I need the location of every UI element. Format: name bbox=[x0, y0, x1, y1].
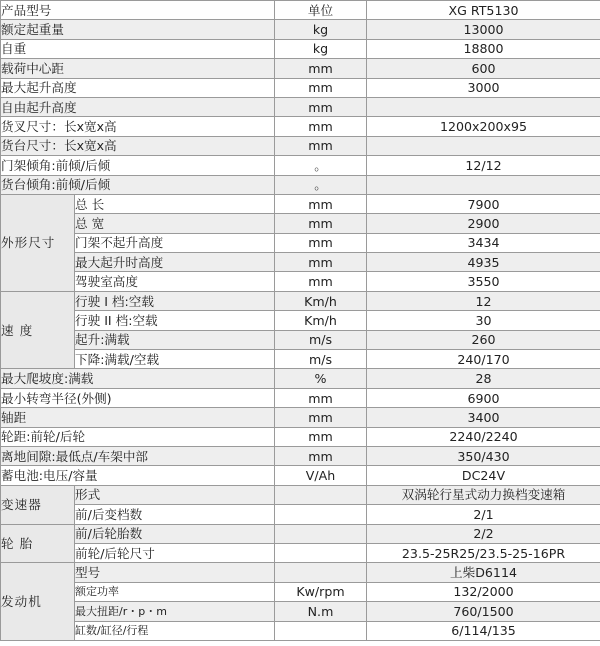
row-value: 760/1500 bbox=[367, 602, 600, 621]
row-unit: mm bbox=[275, 427, 367, 446]
row-label: 额定起重量 bbox=[1, 20, 275, 39]
sub-label: 起升:满载 bbox=[75, 330, 275, 349]
row-value: 350/430 bbox=[367, 446, 600, 465]
row-load-center bbox=[1, 59, 600, 78]
row-value: 260 bbox=[367, 330, 600, 349]
row-unit: kg bbox=[275, 20, 367, 39]
row-speed-lift bbox=[1, 330, 600, 349]
sub-label: 行驶 I 档:空载 bbox=[75, 291, 275, 310]
header-unit: 单位 bbox=[275, 1, 367, 20]
sub-label: 前轮/后轮尺寸 bbox=[75, 543, 275, 562]
table-header-row bbox=[1, 1, 600, 20]
row-dimensions-mast-height bbox=[1, 233, 600, 252]
row-unit: 。 bbox=[275, 156, 367, 175]
row-value: 13000 bbox=[367, 20, 600, 39]
sub-label: 形式 bbox=[75, 485, 275, 504]
row-label: 最大起升高度 bbox=[1, 78, 275, 97]
row-battery bbox=[1, 466, 600, 485]
row-unit: 。 bbox=[275, 175, 367, 194]
sub-label: 下降:满载/空载 bbox=[75, 350, 275, 369]
row-unit: mm bbox=[275, 78, 367, 97]
sub-label: 行驶 II 档:空载 bbox=[75, 311, 275, 330]
sub-label: 门架不起升高度 bbox=[75, 233, 275, 252]
row-unit bbox=[275, 621, 367, 640]
row-value: 4935 bbox=[367, 253, 600, 272]
row-value: 2240/2240 bbox=[367, 427, 600, 446]
row-engine-cylinders bbox=[1, 621, 600, 640]
row-value: 2/2 bbox=[367, 524, 600, 543]
row-transmission-type bbox=[1, 485, 600, 504]
header-param: 产品型号 bbox=[1, 1, 275, 20]
sub-label: 最大起升时高度 bbox=[75, 253, 275, 272]
row-unit: mm bbox=[275, 408, 367, 427]
row-tires-count bbox=[1, 524, 600, 543]
row-ground-clearance bbox=[1, 446, 600, 465]
row-engine-torque bbox=[1, 602, 600, 621]
row-label: 离地间隙:最低点/车架中部 bbox=[1, 446, 275, 465]
row-label: 货台尺寸：长x宽x高 bbox=[1, 136, 275, 155]
sub-label: 额定功率 bbox=[75, 582, 275, 601]
row-unit: mm bbox=[275, 446, 367, 465]
row-unit bbox=[275, 543, 367, 562]
row-gradeability bbox=[1, 369, 600, 388]
row-dimensions-max-lift-height bbox=[1, 253, 600, 272]
row-unit: mm bbox=[275, 97, 367, 116]
row-value: 18800 bbox=[367, 39, 600, 58]
row-value: 30 bbox=[367, 311, 600, 330]
row-label: 货叉尺寸：长x宽x高 bbox=[1, 117, 275, 136]
row-value bbox=[367, 136, 600, 155]
sub-label: 驾驶室高度 bbox=[75, 272, 275, 291]
row-max-lift-height bbox=[1, 78, 600, 97]
group-label-tires: 轮 胎 bbox=[1, 524, 75, 563]
row-dimensions-length bbox=[1, 194, 600, 213]
row-label: 蓄电池:电压/容量 bbox=[1, 466, 275, 485]
row-unit: mm bbox=[275, 233, 367, 252]
sub-label: 总 长 bbox=[75, 194, 275, 213]
sub-label: 缸数/缸径/行程 bbox=[75, 621, 275, 640]
row-unit: mm bbox=[275, 59, 367, 78]
group-label-transmission: 变速器 bbox=[1, 485, 75, 524]
row-label: 载荷中心距 bbox=[1, 59, 275, 78]
row-unit bbox=[275, 524, 367, 543]
row-value: 上柴D6114 bbox=[367, 563, 600, 582]
sub-label: 前/后变档数 bbox=[75, 505, 275, 524]
row-label: 最大爬坡度:满载 bbox=[1, 369, 275, 388]
row-label: 轴距 bbox=[1, 408, 275, 427]
row-speed-gear1 bbox=[1, 291, 600, 310]
row-rated-load bbox=[1, 20, 600, 39]
sub-label: 最大扭距/r・p・m bbox=[75, 602, 275, 621]
row-value: 12/12 bbox=[367, 156, 600, 175]
row-value: 240/170 bbox=[367, 350, 600, 369]
group-label-engine: 发动机 bbox=[1, 563, 75, 641]
row-unit: mm bbox=[275, 117, 367, 136]
row-unit: mm bbox=[275, 388, 367, 407]
row-dimensions-cab-height bbox=[1, 272, 600, 291]
row-unit: mm bbox=[275, 214, 367, 233]
row-unit bbox=[275, 485, 367, 504]
row-value: DC24V bbox=[367, 466, 600, 485]
row-engine-model bbox=[1, 563, 600, 582]
row-unit: Kw/rpm bbox=[275, 582, 367, 601]
row-label: 自由起升高度 bbox=[1, 97, 275, 116]
row-unit: mm bbox=[275, 272, 367, 291]
row-value bbox=[367, 175, 600, 194]
row-free-lift-height bbox=[1, 97, 600, 116]
row-value: 12 bbox=[367, 291, 600, 310]
row-value: 3000 bbox=[367, 78, 600, 97]
row-label: 轮距:前轮/后轮 bbox=[1, 427, 275, 446]
row-value bbox=[367, 97, 600, 116]
row-wheelbase bbox=[1, 408, 600, 427]
row-speed-lower bbox=[1, 350, 600, 369]
sub-label: 前/后轮胎数 bbox=[75, 524, 275, 543]
row-unit bbox=[275, 505, 367, 524]
row-value: 2/1 bbox=[367, 505, 600, 524]
row-transmission-gears bbox=[1, 505, 600, 524]
row-unit: m/s bbox=[275, 330, 367, 349]
row-value: 2900 bbox=[367, 214, 600, 233]
row-fork-size bbox=[1, 117, 600, 136]
row-unit: N.m bbox=[275, 602, 367, 621]
row-value: 6/114/135 bbox=[367, 621, 600, 640]
row-label: 门架倾角:前倾/后倾 bbox=[1, 156, 275, 175]
row-mast-tilt bbox=[1, 156, 600, 175]
group-label-speed: 速 度 bbox=[1, 291, 75, 369]
row-unit: Km/h bbox=[275, 291, 367, 310]
row-unit: mm bbox=[275, 194, 367, 213]
row-value: 6900 bbox=[367, 388, 600, 407]
row-value: 7900 bbox=[367, 194, 600, 213]
row-speed-gear2 bbox=[1, 311, 600, 330]
row-value: 3434 bbox=[367, 233, 600, 252]
group-label-dimensions: 外形尺寸 bbox=[1, 194, 75, 291]
row-unit bbox=[275, 563, 367, 582]
row-carriage-size bbox=[1, 136, 600, 155]
row-label: 最小转弯半径(外侧) bbox=[1, 388, 275, 407]
row-value: 132/2000 bbox=[367, 582, 600, 601]
row-unit: kg bbox=[275, 39, 367, 58]
row-tires-size bbox=[1, 543, 600, 562]
row-unit: m/s bbox=[275, 350, 367, 369]
row-label: 自重 bbox=[1, 39, 275, 58]
row-value: 28 bbox=[367, 369, 600, 388]
row-tread bbox=[1, 427, 600, 446]
sub-label: 总 宽 bbox=[75, 214, 275, 233]
sub-label: 型号 bbox=[75, 563, 275, 582]
row-value: 600 bbox=[367, 59, 600, 78]
row-engine-power bbox=[1, 582, 600, 601]
row-value: 双涡轮行星式动力换档变速箱 bbox=[367, 485, 600, 504]
row-unit: mm bbox=[275, 253, 367, 272]
row-value: 1200x200x95 bbox=[367, 117, 600, 136]
row-carriage-tilt bbox=[1, 175, 600, 194]
row-unit: V/Ah bbox=[275, 466, 367, 485]
row-value: 3400 bbox=[367, 408, 600, 427]
row-min-turning-radius bbox=[1, 388, 600, 407]
row-unit: mm bbox=[275, 136, 367, 155]
row-value: 23.5-25R25/23.5-25-16PR bbox=[367, 543, 600, 562]
row-label: 货台倾角:前倾/后倾 bbox=[1, 175, 275, 194]
row-unit: % bbox=[275, 369, 367, 388]
row-unit: Km/h bbox=[275, 311, 367, 330]
row-dimensions-width bbox=[1, 214, 600, 233]
row-self-weight bbox=[1, 39, 600, 58]
header-model: XG RT5130 bbox=[367, 1, 600, 20]
row-value: 3550 bbox=[367, 272, 600, 291]
